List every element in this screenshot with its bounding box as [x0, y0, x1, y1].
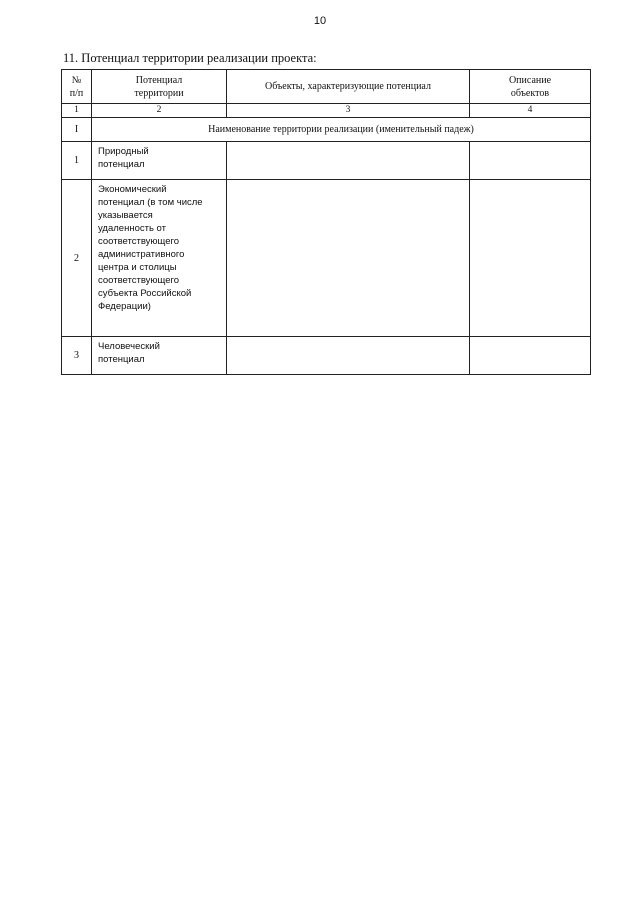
row-index: 3: [62, 337, 92, 375]
header-potential-line-2: территории: [134, 87, 184, 99]
column-number-3: 3: [227, 104, 470, 118]
row-label-line: Экономический: [98, 184, 167, 195]
row-label-line: субъекта Российской: [98, 288, 192, 299]
header-objects: [227, 70, 470, 104]
row-index: 1: [62, 142, 92, 180]
row-label-line: потенциал: [98, 159, 145, 170]
header-description-line-1: Описание: [508, 74, 552, 86]
potential-table: [61, 69, 591, 375]
row-label-line: потенциал: [98, 354, 145, 365]
row-label: [92, 180, 227, 337]
header-number-line-1: №: [71, 74, 82, 86]
row-label-line: Природный: [98, 146, 149, 157]
header-potential: [92, 70, 227, 104]
row-label-line: административного: [98, 249, 185, 260]
row-label-line: удаленность от: [98, 223, 166, 234]
territory-group-row: [62, 118, 591, 142]
row-description-cell: [470, 180, 591, 337]
header-number-line-2: п/п: [69, 87, 84, 99]
header-objects-line-1: Объекты, характеризующие потенциал: [265, 81, 431, 92]
header-number: [62, 70, 92, 104]
row-label-line: центра и столицы: [98, 262, 177, 273]
row-description-cell: [470, 142, 591, 180]
table-row: [62, 142, 591, 180]
row-index: 2: [62, 180, 92, 337]
column-number-4: 4: [470, 104, 591, 118]
row-label-line: указывается: [98, 210, 153, 221]
row-label-line: Человеческий: [98, 341, 160, 352]
row-label: [92, 142, 227, 180]
table-header-row: [62, 70, 591, 104]
header-description: [470, 70, 591, 104]
row-label-line: соответствующего: [98, 236, 180, 247]
row-label-line: потенциал (в том числе: [98, 197, 203, 208]
column-number-2: 2: [92, 104, 227, 118]
row-label-line: соответствующего: [98, 275, 180, 286]
group-index: I: [62, 118, 92, 142]
group-label: Наименование территории реализации (именительный падеж): [92, 118, 591, 142]
section-title: 11. Потенциал территории реализации проекта:: [63, 51, 317, 65]
header-description-line-2: объектов: [510, 87, 550, 99]
table-row: [62, 337, 591, 375]
table-row: [62, 180, 591, 337]
column-number-1: 1: [62, 104, 92, 118]
row-objects-cell: [227, 337, 470, 375]
row-description-cell: [470, 337, 591, 375]
column-number-row: [62, 104, 591, 118]
header-potential-line-1: Потенциал: [135, 74, 183, 86]
page-number: 10: [313, 15, 327, 27]
row-objects-cell: [227, 180, 470, 337]
row-objects-cell: [227, 142, 470, 180]
row-label-line: Федерации): [98, 301, 151, 312]
row-label: [92, 337, 227, 375]
